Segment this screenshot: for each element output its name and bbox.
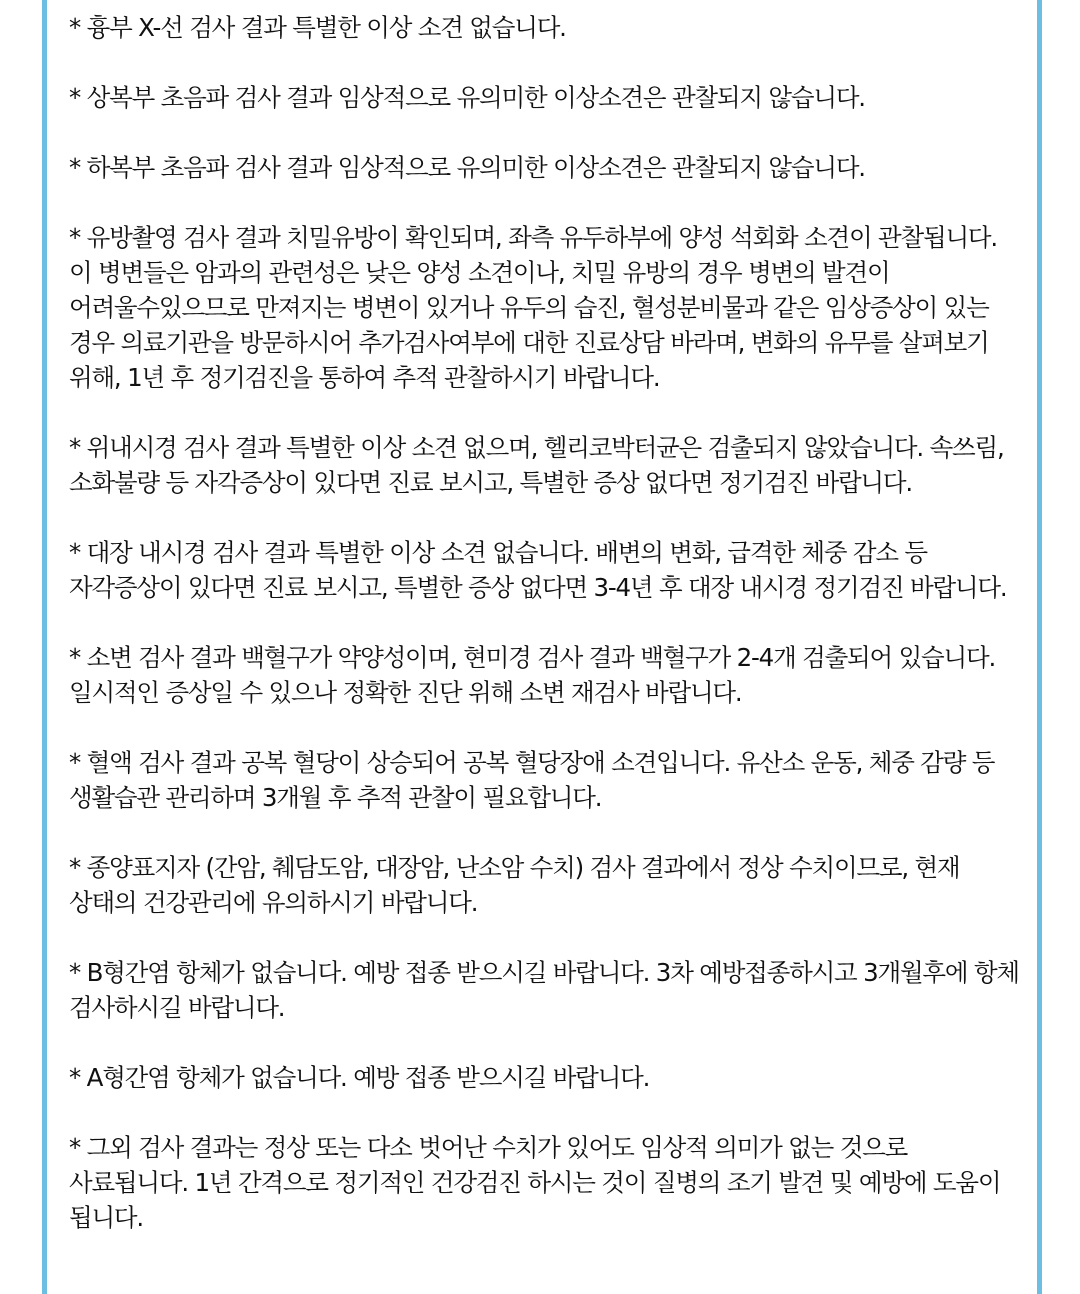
findings-list — [69, 10, 1019, 1235]
finding-blood-test: * 혈액 검사 결과 공복 혈당이 상승되어 공복 혈당장애 소견입니다. 유산소 운동, 체중 감량 등 생활습관 관리하며 3개월 후 추적 관찰이 필요합니다. — [69, 748, 995, 812]
finding-colonoscopy: * 대장 내시경 검사 결과 특별한 이상 소견 없습니다. 배변의 변화, 급격한 체중 감소 등 자각증상이 있다면 진료 보시고, 특별한 증상 없다면 3-4년 후 대장 내시경 정기검진 바랍니다. — [69, 538, 1007, 602]
finding-hepatitis-a: * A형간염 항체가 없습니다. 예방 접종 받으시길 바랍니다. — [69, 1063, 650, 1092]
finding-urinalysis: * 소변 검사 결과 백혈구가 약양성이며, 현미경 검사 결과 백혈구가 2-4개 검출되어 있습니다. 일시적인 증상일 수 있으나 정확한 진단 위해 소변 재검사 바랍니다. — [69, 643, 996, 707]
finding-mammography: * 유방촬영 검사 결과 치밀유방이 확인되며, 좌측 유두하부에 양성 석회화 소견이 관찰됩니다. 이 병변들은 암과의 관련성은 낮은 양성 소견이나, 치밀 유방의 경우 병변의 발견이 어려울수있으므로 만져지는 병변이 있거나 유두의 습진, 혈성분비물과 같은 임상증상이 있는 경우 의료기관을 방문하시어 추가검사여부에 대한 진료상담 바라며, 변화의 유무를 살펴보기 위해, 1년 후 정기검진을 통하여 추적 관찰하시기 바랍니다. — [69, 223, 997, 392]
report-frame — [42, 0, 1042, 1294]
finding-upper-abdomen-ultrasound: * 상복부 초음파 검사 결과 임상적으로 유의미한 이상소견은 관찰되지 않습니다. — [69, 83, 865, 112]
finding-other-results: * 그외 검사 결과는 정상 또는 다소 벗어난 수치가 있어도 임상적 의미가 없는 것으로 사료됩니다. 1년 간격으로 정기적인 건강검진 하시는 것이 질병의 조기 발견 및 예방에 도움이 됩니다. — [69, 1133, 1001, 1232]
finding-hepatitis-b: * B형간염 항체가 없습니다. 예방 접종 받으시길 바랍니다. 3차 예방접종하시고 3개월후에 항체 검사하시길 바랍니다. — [69, 958, 1019, 1022]
finding-tumor-markers: * 종양표지자 (간암, 췌담도암, 대장암, 난소암 수치) 검사 결과에서 정상 수치이므로, 현재 상태의 건강관리에 유의하시기 바랍니다. — [69, 853, 960, 917]
finding-lower-abdomen-ultrasound: * 하복부 초음파 검사 결과 임상적으로 유의미한 이상소견은 관찰되지 않습니다. — [69, 153, 865, 182]
finding-gastroscopy: * 위내시경 검사 결과 특별한 이상 소견 없으며, 헬리코박터균은 검출되지 않았습니다. 속쓰림, 소화불량 등 자각증상이 있다면 진료 보시고, 특별한 증상 없다면 정기검진 바랍니다. — [69, 433, 1004, 497]
finding-chest-xray: * 흉부 X-선 검사 결과 특별한 이상 소견 없습니다. — [69, 13, 566, 42]
